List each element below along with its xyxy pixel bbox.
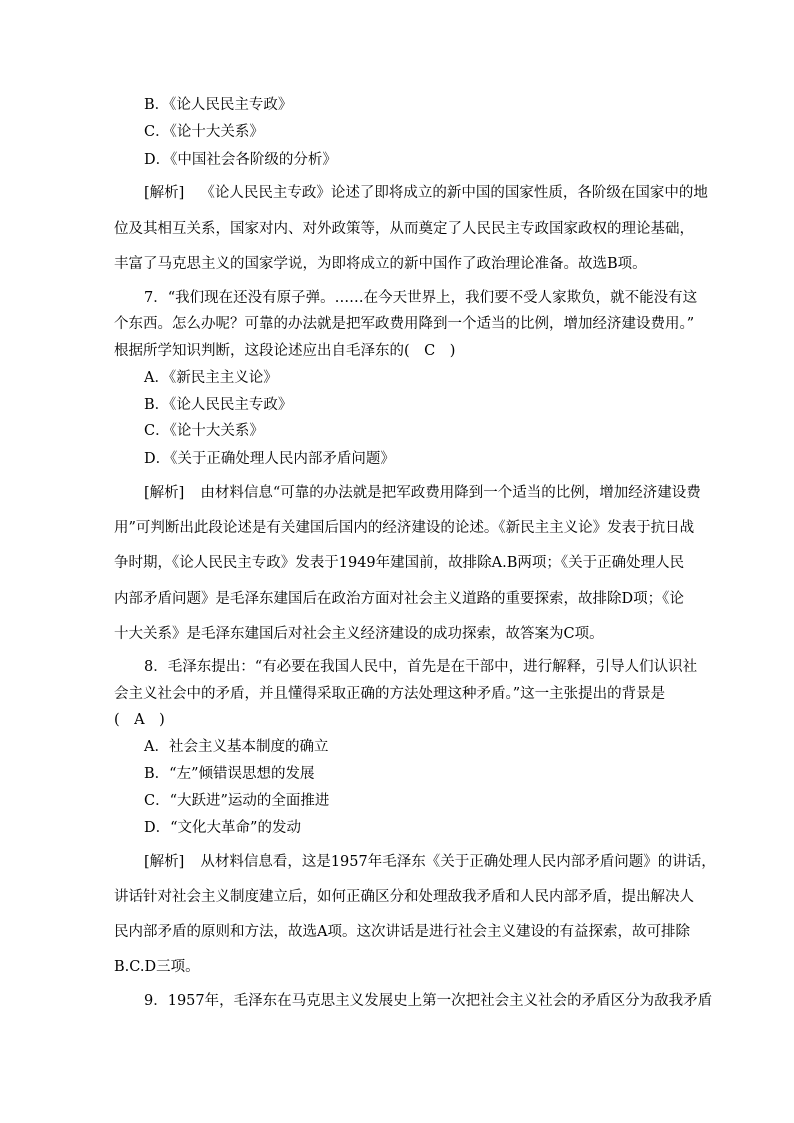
q8-analysis-line-3: 民内部矛盾的原则和方法，故选A项。这次讲话是进行社会主义建设的有益探索，故可排除 [114, 924, 690, 940]
q7-option-a: A．《新民主主义论》 [144, 370, 278, 386]
q7-analysis-line-2: 用”可判断出此段论述是有关建国后国内的经济建设的论述。《新民主主义论》发表于抗日战 [114, 520, 695, 536]
q8-option-a: A．社会主义基本制度的确立 [144, 739, 329, 755]
q8-analysis-line-1 [144, 852, 716, 872]
q6-option-d: D．《中国社会各阶级的分析》 [144, 152, 337, 168]
q8-option-c: C．“大跃进”运动的全面推进 [144, 793, 330, 809]
q6-option-b: B．《论人民民主专政》 [144, 97, 293, 113]
analysis-text: 《论人民民主专政》论述了即将成立的新中国的国家性质，各阶级在国家中的地 [200, 185, 708, 201]
q7-stem-line-2: 个东西。怎么办呢？可靠的办法就是把军政费用降到一个适当的比例，增加经济建设费用。” [114, 316, 695, 332]
q7-analysis-line-3: 争时期，《论人民民主专政》发表于1949年建国前，故排除A.B两项；《关于正确处理人民 [114, 555, 685, 571]
q7-analysis-line-1 [144, 483, 701, 503]
q7-option-b: B．《论人民民主专政》 [144, 397, 293, 413]
q8-option-d: D．“文化大革命”的发动 [144, 820, 301, 836]
analysis-tag: [解析] [144, 485, 185, 501]
q8-analysis-line-2: 讲话针对社会主义制度建立后，如何正确区分和处理敌我矛盾和人民内部矛盾，提出解决人 [114, 889, 694, 905]
analysis-text: 从材料信息看，这是1957年毛泽东《关于正确处理人民内部矛盾问题》的讲话， [200, 854, 716, 870]
q7-stem-line-3: 根据所学知识判断，这段论述应出自毛泽东的( C ) [114, 343, 456, 359]
q8-option-b: B．“左”倾错误思想的发展 [144, 766, 315, 782]
q8-stem-line-3: ( A ) [114, 712, 165, 728]
analysis-text: 由材料信息“可靠的办法就是把军政费用降到一个适当的比例，增加经济建设费 [200, 485, 701, 501]
q7-option-c: C．《论十大关系》 [144, 423, 264, 439]
q7-analysis-line-4: 内部矛盾问题》是毛泽东建国后在政治方面对社会主义道路的重要探索，故排除D项；《论 [114, 591, 684, 607]
analysis-tag: [解析] [144, 185, 185, 201]
q8-stem-line-2: 会主义社会中的矛盾，并且懂得采取正确的方法处理这种矛盾。”这一主张提出的背景是 [114, 686, 666, 702]
q7-stem-line-1: 7．“我们现在还没有原子弹。……在今天世界上，我们要不受人家欺负，就不能没有这 [144, 290, 698, 306]
q7-option-d: D．《关于正确处理人民内部矛盾问题》 [144, 451, 395, 467]
q7-analysis-line-5: 十大关系》是毛泽东建国后对社会主义经济建设的成功探索，故答案为C项。 [114, 626, 604, 642]
q6-option-c: C．《论十大关系》 [144, 124, 264, 140]
q9-stem-line-1: 9．1957年，毛泽东在马克思主义发展史上第一次把社会主义社会的矛盾区分为敌我矛盾 [144, 993, 713, 1009]
q8-analysis-line-4: B.C.D三项。 [114, 959, 200, 975]
q6-analysis-line-2: 位及其相互关系，国家对内、对外政策等，从而奠定了人民民主专政国家政权的理论基础， [114, 221, 694, 237]
q6-analysis-line-3: 丰富了马克思主义的国家学说，为即将成立的新中国作了政治理论准备。故选B项。 [114, 256, 647, 272]
analysis-tag: [解析] [144, 854, 185, 870]
q6-analysis-line-1 [144, 183, 708, 203]
q8-stem-line-1: 8．毛泽东提出：“有必要在我国人民中，首先是在干部中，进行解释，引导人们认识社 [144, 659, 698, 675]
